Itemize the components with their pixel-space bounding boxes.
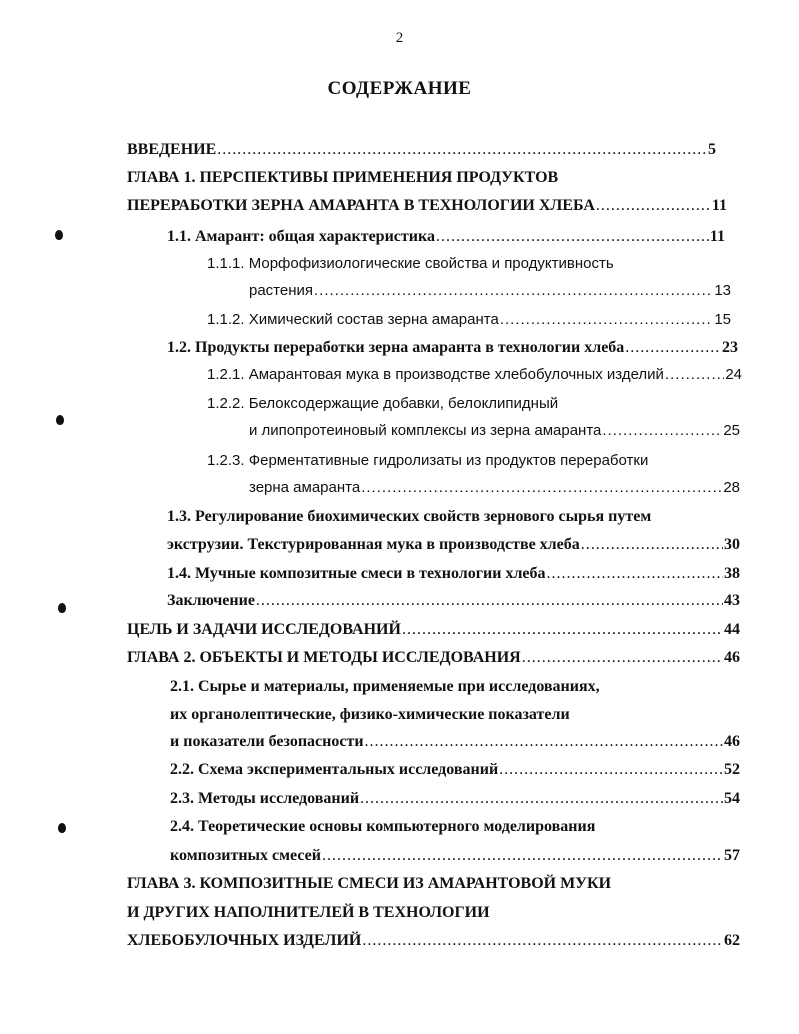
toc-entry-text: 1.1.2. Химический состав зерна амаранта xyxy=(207,311,499,328)
toc-entry-page: 5 xyxy=(708,141,716,158)
toc-entry-text: ВВЕДЕНИЕ xyxy=(127,141,217,158)
toc-entry-text: 1.2.2. Белоксодержащие добавки, белоклипидный xyxy=(207,395,559,412)
toc-entry-1-3[interactable] xyxy=(167,506,651,528)
toc-entry-chapter-1-cont[interactable] xyxy=(127,195,727,217)
page-title: СОДЕРЖАНИЕ xyxy=(327,78,472,99)
leader-dots xyxy=(314,280,713,302)
toc-entry-text: композитных смесей xyxy=(170,847,321,864)
toc-entry-text: 1.1. Амарант: общая характеристика xyxy=(167,228,435,245)
toc-entry-page: 46 xyxy=(724,649,740,666)
page-number: 2 xyxy=(395,30,404,46)
toc-entry-text: 1.2.1. Амарантовая мука в производстве хлебобулочных изделий xyxy=(207,366,664,383)
toc-entry-text: 1.2. Продукты переработки зерна амаранта в технологии хлеба xyxy=(167,339,625,356)
toc-entry-text: 1.4. Мучные композитные смеси в технологии хлеба xyxy=(167,565,546,582)
toc-entry-1-3-cont[interactable] xyxy=(167,534,740,556)
toc-entry-page: 13 xyxy=(714,282,731,299)
toc-entry-text: ХЛЕБОБУЛОЧНЫХ ИЗДЕЛИЙ xyxy=(127,932,362,949)
toc-entry-2-3[interactable] xyxy=(170,788,740,810)
binder-hole-mark xyxy=(58,823,66,833)
toc-entry-page: 15 xyxy=(714,311,731,328)
toc-entry-2-4-cont[interactable] xyxy=(170,845,740,867)
leader-dots xyxy=(362,930,723,952)
toc-entry-text: зерна амаранта xyxy=(249,479,361,496)
toc-entry-page: 44 xyxy=(724,621,740,638)
toc-entry-text: ГЛАВА 3. КОМПОЗИТНЫЕ СМЕСИ ИЗ АМАРАНТОВОЙ МУКИ xyxy=(127,875,612,892)
toc-entry-text: 2.3. Методы исследований xyxy=(170,790,360,807)
toc-entry-2-2[interactable] xyxy=(170,759,740,781)
leader-dots xyxy=(602,420,722,442)
toc-entry-1-2-2[interactable] xyxy=(207,393,558,415)
toc-entry-text: 1.3. Регулирование биохимических свойств зернового сырья путем xyxy=(167,508,652,525)
toc-entry-text: 2.1. Сырье и материалы, применяемые при исследованиях, xyxy=(170,678,600,695)
leader-dots xyxy=(322,845,723,867)
leader-dots xyxy=(596,195,711,217)
toc-entry-1-2-3-cont[interactable] xyxy=(249,477,740,499)
toc-entry-2-4[interactable] xyxy=(170,816,595,838)
toc-entry-text: 1.1.1. Морфофизиологические свойства и продуктивность xyxy=(207,255,614,272)
toc-entry-text: ПЕРЕРАБОТКИ ЗЕРНА АМАРАНТА В ТЕХНОЛОГИИ ХЛЕБА xyxy=(127,197,595,214)
toc-entry-page: 43 xyxy=(724,592,740,609)
toc-entry-text: 1.2.3. Ферментативные гидролизаты из продуктов переработки xyxy=(207,452,649,469)
toc-entry-1-4[interactable] xyxy=(167,563,740,585)
toc-entry-1-2-1[interactable] xyxy=(207,364,742,386)
toc-entry-text: И ДРУГИХ НАПОЛНИТЕЛЕЙ В ТЕХНОЛОГИИ xyxy=(127,904,490,921)
toc-entry-page: 25 xyxy=(723,422,740,439)
leader-dots xyxy=(581,534,723,556)
toc-entry-goals[interactable] xyxy=(127,619,740,641)
binder-hole-mark xyxy=(58,603,66,613)
toc-entry-introduction[interactable] xyxy=(127,139,716,161)
toc-entry-2-1[interactable] xyxy=(170,676,600,698)
toc-entry-text: Заключение xyxy=(167,592,255,609)
toc-entry-page: 62 xyxy=(724,932,740,949)
toc-entry-conclusion[interactable] xyxy=(167,590,740,612)
leader-dots xyxy=(436,226,709,248)
leader-dots xyxy=(625,337,721,359)
toc-entry-text: 2.2. Схема экспериментальных исследований xyxy=(170,761,499,778)
toc-entry-text: и липопротеиновый комплексы из зерна амаранта xyxy=(249,422,602,439)
leader-dots xyxy=(402,619,723,641)
toc-entry-page: 38 xyxy=(724,565,740,582)
toc-entry-chapter-3-cont[interactable] xyxy=(127,902,490,924)
toc-entry-chapter-2[interactable] xyxy=(127,647,740,669)
toc-entry-chapter-3[interactable] xyxy=(127,873,611,895)
toc-entry-page: 23 xyxy=(722,339,738,356)
toc-entry-1-2-3[interactable] xyxy=(207,450,648,472)
leader-dots xyxy=(500,309,714,331)
leader-dots xyxy=(547,563,723,585)
toc-entry-text: экструзии. Текстурированная мука в производстве хлеба xyxy=(167,536,580,553)
toc-entry-chapter-3-cont2[interactable] xyxy=(127,930,740,952)
leader-dots xyxy=(360,788,723,810)
toc-entry-1-1[interactable] xyxy=(167,226,725,248)
leader-dots xyxy=(256,590,723,612)
toc-entry-text: ГЛАВА 1. ПЕРСПЕКТИВЫ ПРИМЕНЕНИЯ ПРОДУКТОВ xyxy=(127,169,559,186)
toc-entry-1-2-2-cont[interactable] xyxy=(249,420,740,442)
toc-entry-page: 11 xyxy=(709,228,725,245)
toc-entry-2-1-cont2[interactable] xyxy=(170,731,740,753)
toc-entry-page: 54 xyxy=(724,790,740,807)
toc-entry-page: 46 xyxy=(724,733,740,750)
toc-entry-text: 2.4. Теоретические основы компьютерного моделирования xyxy=(170,818,596,835)
toc-entry-1-1-2[interactable] xyxy=(207,309,731,331)
toc-entry-page: 24 xyxy=(725,366,742,383)
toc-entry-text: растения xyxy=(249,282,314,299)
leader-dots xyxy=(665,364,724,386)
binder-hole-mark xyxy=(55,230,63,240)
binder-hole-mark xyxy=(56,415,64,425)
toc-entry-page: 52 xyxy=(724,761,740,778)
leader-dots xyxy=(522,647,723,669)
toc-entry-page: 30 xyxy=(724,536,740,553)
leader-dots xyxy=(365,731,723,753)
toc-entry-2-1-cont[interactable] xyxy=(170,704,570,726)
toc-entry-chapter-1[interactable] xyxy=(127,167,558,189)
toc-entry-text: и показатели безопасности xyxy=(170,733,364,750)
toc-entry-text: ЦЕЛЬ И ЗАДАЧИ ИССЛЕДОВАНИЙ xyxy=(127,621,401,638)
toc-entry-1-2[interactable] xyxy=(167,337,738,359)
toc-entry-text: их органолептические, физико-химические показатели xyxy=(170,706,570,723)
toc-entry-page: 28 xyxy=(723,479,740,496)
leader-dots xyxy=(499,759,723,781)
toc-entry-page: 57 xyxy=(724,847,740,864)
leader-dots xyxy=(217,139,707,161)
leader-dots xyxy=(361,477,722,499)
toc-entry-1-1-1-cont[interactable] xyxy=(249,280,731,302)
toc-entry-text: ГЛАВА 2. ОБЪЕКТЫ И МЕТОДЫ ИССЛЕДОВАНИЯ xyxy=(127,649,521,666)
toc-entry-page: 11 xyxy=(711,197,727,214)
toc-entry-1-1-1[interactable] xyxy=(207,253,614,275)
